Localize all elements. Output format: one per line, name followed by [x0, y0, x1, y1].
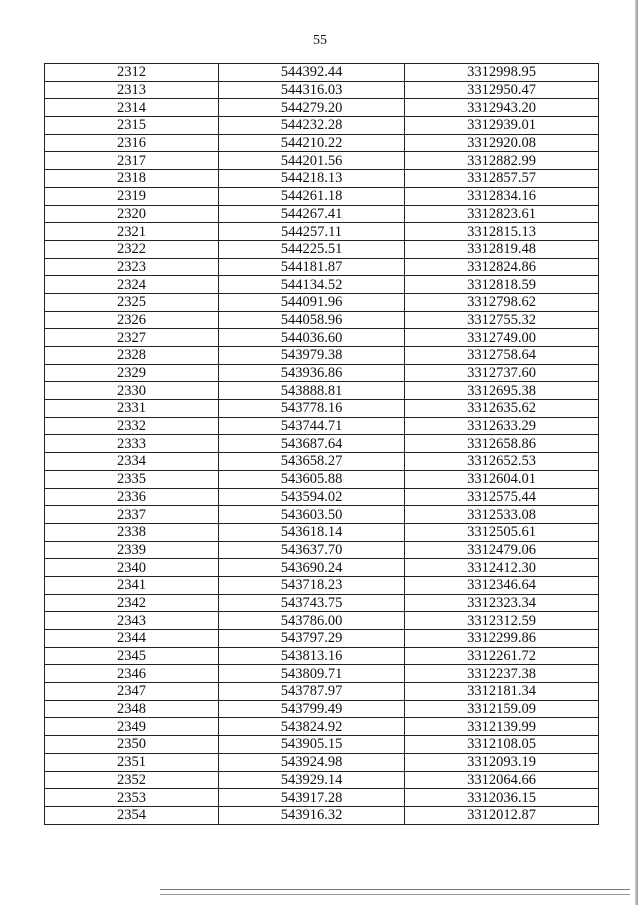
table-row [45, 382, 599, 400]
x-coordinate-cell: 544134.52 [219, 276, 405, 294]
table-row [45, 187, 599, 205]
point-number-cell: 2341 [45, 576, 219, 594]
point-number-cell: 2316 [45, 134, 219, 152]
y-coordinate-cell: 3312323.34 [405, 594, 599, 612]
x-coordinate-cell: 544392.44 [219, 64, 405, 82]
x-coordinate-cell: 544257.11 [219, 223, 405, 241]
point-number-cell: 2318 [45, 170, 219, 188]
footer-rule-lower [160, 894, 630, 895]
point-number-cell: 2326 [45, 311, 219, 329]
x-coordinate-cell: 544279.20 [219, 99, 405, 117]
table-row [45, 753, 599, 771]
table-row [45, 64, 599, 82]
point-number-cell: 2336 [45, 488, 219, 506]
y-coordinate-cell: 3312093.19 [405, 753, 599, 771]
x-coordinate-cell: 543743.75 [219, 594, 405, 612]
table-row [45, 152, 599, 170]
table-row [45, 81, 599, 99]
table-row [45, 117, 599, 135]
y-coordinate-cell: 3312939.01 [405, 117, 599, 135]
table-row [45, 771, 599, 789]
x-coordinate-cell: 543917.28 [219, 789, 405, 807]
x-coordinate-cell: 544267.41 [219, 205, 405, 223]
table-row [45, 470, 599, 488]
coordinates-table [44, 63, 599, 825]
x-coordinate-cell: 544036.60 [219, 329, 405, 347]
table-row [45, 523, 599, 541]
y-coordinate-cell: 3312261.72 [405, 647, 599, 665]
x-coordinate-cell: 544091.96 [219, 293, 405, 311]
table-row [45, 347, 599, 365]
y-coordinate-cell: 3312950.47 [405, 81, 599, 99]
x-coordinate-cell: 543936.86 [219, 364, 405, 382]
y-coordinate-cell: 3312346.64 [405, 576, 599, 594]
table-row [45, 99, 599, 117]
table-row [45, 240, 599, 258]
point-number-cell: 2348 [45, 700, 219, 718]
table-row [45, 364, 599, 382]
y-coordinate-cell: 3312652.53 [405, 453, 599, 471]
y-coordinate-cell: 3312412.30 [405, 559, 599, 577]
x-coordinate-cell: 543594.02 [219, 488, 405, 506]
y-coordinate-cell: 3312181.34 [405, 683, 599, 701]
table-row [45, 559, 599, 577]
point-number-cell: 2339 [45, 541, 219, 559]
y-coordinate-cell: 3312604.01 [405, 470, 599, 488]
table-row [45, 134, 599, 152]
y-coordinate-cell: 3312312.59 [405, 612, 599, 630]
point-number-cell: 2337 [45, 506, 219, 524]
x-coordinate-cell: 543778.16 [219, 400, 405, 418]
y-coordinate-cell: 3312818.59 [405, 276, 599, 294]
y-coordinate-cell: 3312755.32 [405, 311, 599, 329]
x-coordinate-cell: 544225.51 [219, 240, 405, 258]
point-number-cell: 2353 [45, 789, 219, 807]
y-coordinate-cell: 3312658.86 [405, 435, 599, 453]
point-number-cell: 2350 [45, 736, 219, 754]
y-coordinate-cell: 3312749.00 [405, 329, 599, 347]
table-row [45, 736, 599, 754]
x-coordinate-cell: 543929.14 [219, 771, 405, 789]
table-row [45, 665, 599, 683]
y-coordinate-cell: 3312834.16 [405, 187, 599, 205]
x-coordinate-cell: 543905.15 [219, 736, 405, 754]
y-coordinate-cell: 3312737.60 [405, 364, 599, 382]
x-coordinate-cell: 543637.70 [219, 541, 405, 559]
y-coordinate-cell: 3312064.66 [405, 771, 599, 789]
table-row [45, 435, 599, 453]
table-row [45, 789, 599, 807]
x-coordinate-cell: 543786.00 [219, 612, 405, 630]
point-number-cell: 2330 [45, 382, 219, 400]
y-coordinate-cell: 3312998.95 [405, 64, 599, 82]
y-coordinate-cell: 3312920.08 [405, 134, 599, 152]
point-number-cell: 2332 [45, 417, 219, 435]
x-coordinate-cell: 543979.38 [219, 347, 405, 365]
table-row [45, 647, 599, 665]
point-number-cell: 2344 [45, 630, 219, 648]
point-number-cell: 2343 [45, 612, 219, 630]
table-row [45, 205, 599, 223]
y-coordinate-cell: 3312635.62 [405, 400, 599, 418]
table-row [45, 453, 599, 471]
x-coordinate-cell: 543813.16 [219, 647, 405, 665]
y-coordinate-cell: 3312012.87 [405, 806, 599, 824]
x-coordinate-cell: 543924.98 [219, 753, 405, 771]
y-coordinate-cell: 3312798.62 [405, 293, 599, 311]
x-coordinate-cell: 544232.28 [219, 117, 405, 135]
table-row [45, 400, 599, 418]
y-coordinate-cell: 3312299.86 [405, 630, 599, 648]
point-number-cell: 2346 [45, 665, 219, 683]
point-number-cell: 2323 [45, 258, 219, 276]
footer-rule [160, 889, 630, 890]
x-coordinate-cell: 543618.14 [219, 523, 405, 541]
table-row [45, 700, 599, 718]
x-coordinate-cell: 543809.71 [219, 665, 405, 683]
x-coordinate-cell: 544181.87 [219, 258, 405, 276]
point-number-cell: 2312 [45, 64, 219, 82]
y-coordinate-cell: 3312819.48 [405, 240, 599, 258]
point-number-cell: 2345 [45, 647, 219, 665]
point-number-cell: 2327 [45, 329, 219, 347]
x-coordinate-cell: 543799.49 [219, 700, 405, 718]
table-row [45, 223, 599, 241]
table-row [45, 276, 599, 294]
point-number-cell: 2325 [45, 293, 219, 311]
page-number: 55 [313, 33, 327, 48]
x-coordinate-cell: 543888.81 [219, 382, 405, 400]
table-row [45, 293, 599, 311]
point-number-cell: 2349 [45, 718, 219, 736]
coordinates-table-body [45, 64, 599, 825]
y-coordinate-cell: 3312824.86 [405, 258, 599, 276]
point-number-cell: 2315 [45, 117, 219, 135]
table-row [45, 170, 599, 188]
y-coordinate-cell: 3312139.99 [405, 718, 599, 736]
y-coordinate-cell: 3312857.57 [405, 170, 599, 188]
x-coordinate-cell: 543690.24 [219, 559, 405, 577]
y-coordinate-cell: 3312633.29 [405, 417, 599, 435]
x-coordinate-cell: 544261.18 [219, 187, 405, 205]
page-edge-shadow [635, 0, 638, 905]
x-coordinate-cell: 543603.50 [219, 506, 405, 524]
point-number-cell: 2329 [45, 364, 219, 382]
point-number-cell: 2317 [45, 152, 219, 170]
y-coordinate-cell: 3312758.64 [405, 347, 599, 365]
table-row [45, 594, 599, 612]
point-number-cell: 2324 [45, 276, 219, 294]
point-number-cell: 2328 [45, 347, 219, 365]
point-number-cell: 2352 [45, 771, 219, 789]
x-coordinate-cell: 544316.03 [219, 81, 405, 99]
table-row [45, 612, 599, 630]
y-coordinate-cell: 3312575.44 [405, 488, 599, 506]
point-number-cell: 2333 [45, 435, 219, 453]
table-row [45, 806, 599, 824]
y-coordinate-cell: 3312815.13 [405, 223, 599, 241]
x-coordinate-cell: 544210.22 [219, 134, 405, 152]
y-coordinate-cell: 3312108.05 [405, 736, 599, 754]
x-coordinate-cell: 544201.56 [219, 152, 405, 170]
y-coordinate-cell: 3312943.20 [405, 99, 599, 117]
x-coordinate-cell: 543605.88 [219, 470, 405, 488]
table-row [45, 683, 599, 701]
y-coordinate-cell: 3312695.38 [405, 382, 599, 400]
x-coordinate-cell: 543916.32 [219, 806, 405, 824]
x-coordinate-cell: 543824.92 [219, 718, 405, 736]
table-row [45, 258, 599, 276]
point-number-cell: 2338 [45, 523, 219, 541]
point-number-cell: 2334 [45, 453, 219, 471]
x-coordinate-cell: 543658.27 [219, 453, 405, 471]
x-coordinate-cell: 543787.97 [219, 683, 405, 701]
y-coordinate-cell: 3312505.61 [405, 523, 599, 541]
x-coordinate-cell: 543718.23 [219, 576, 405, 594]
point-number-cell: 2335 [45, 470, 219, 488]
point-number-cell: 2314 [45, 99, 219, 117]
x-coordinate-cell: 544058.96 [219, 311, 405, 329]
point-number-cell: 2331 [45, 400, 219, 418]
point-number-cell: 2347 [45, 683, 219, 701]
point-number-cell: 2351 [45, 753, 219, 771]
y-coordinate-cell: 3312036.15 [405, 789, 599, 807]
x-coordinate-cell: 544218.13 [219, 170, 405, 188]
table-row [45, 488, 599, 506]
table-row [45, 541, 599, 559]
table-row [45, 417, 599, 435]
y-coordinate-cell: 3312237.38 [405, 665, 599, 683]
point-number-cell: 2313 [45, 81, 219, 99]
point-number-cell: 2322 [45, 240, 219, 258]
x-coordinate-cell: 543744.71 [219, 417, 405, 435]
y-coordinate-cell: 3312479.06 [405, 541, 599, 559]
y-coordinate-cell: 3312159.09 [405, 700, 599, 718]
table-row [45, 718, 599, 736]
point-number-cell: 2321 [45, 223, 219, 241]
table-row [45, 576, 599, 594]
table-row [45, 630, 599, 648]
point-number-cell: 2320 [45, 205, 219, 223]
table-row [45, 329, 599, 347]
y-coordinate-cell: 3312533.08 [405, 506, 599, 524]
y-coordinate-cell: 3312882.99 [405, 152, 599, 170]
x-coordinate-cell: 543797.29 [219, 630, 405, 648]
table-row [45, 311, 599, 329]
table-row [45, 506, 599, 524]
point-number-cell: 2340 [45, 559, 219, 577]
y-coordinate-cell: 3312823.61 [405, 205, 599, 223]
point-number-cell: 2354 [45, 806, 219, 824]
x-coordinate-cell: 543687.64 [219, 435, 405, 453]
point-number-cell: 2319 [45, 187, 219, 205]
point-number-cell: 2342 [45, 594, 219, 612]
